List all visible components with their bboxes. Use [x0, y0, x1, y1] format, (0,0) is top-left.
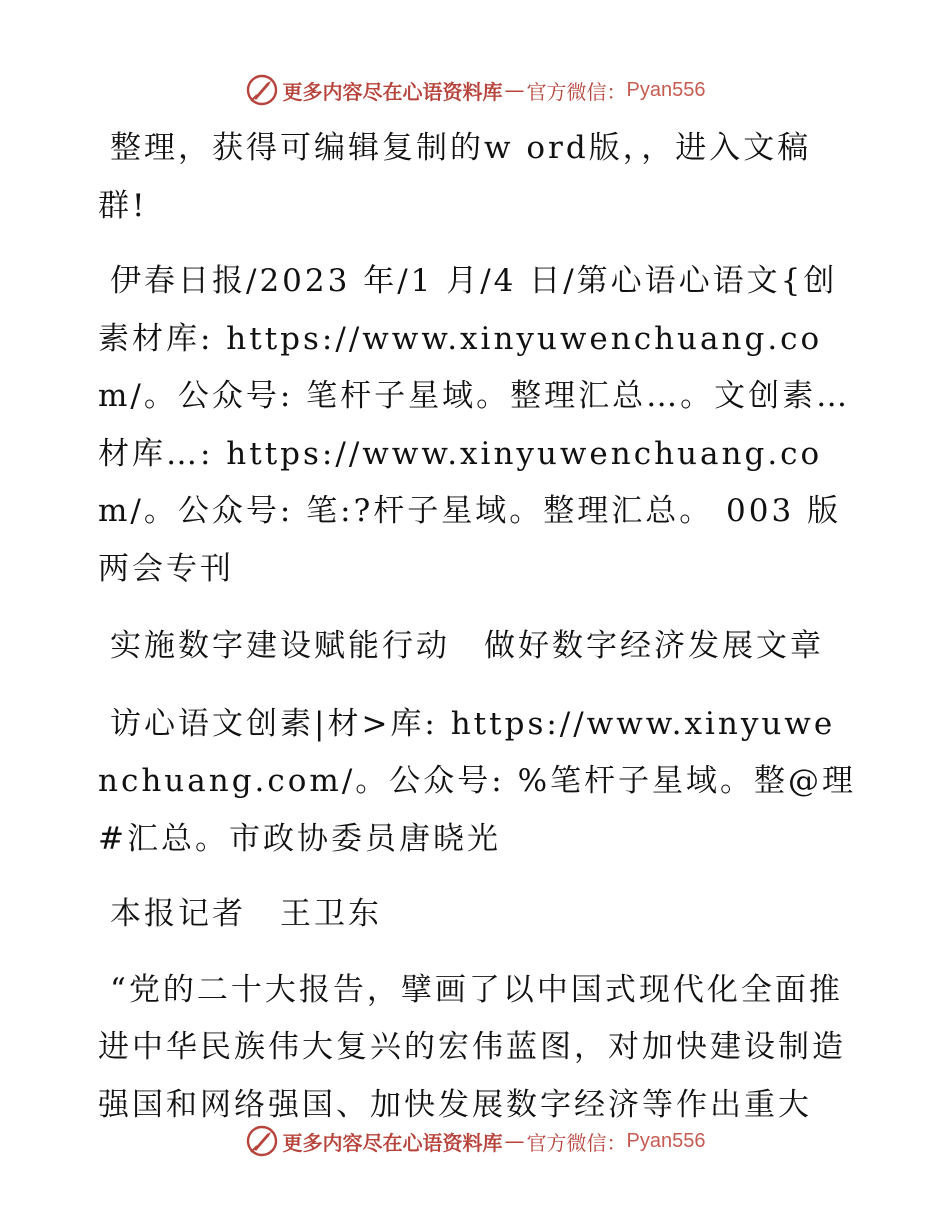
banner-brand-text: 更多内容尽在心语资料库	[282, 79, 503, 104]
interviewee-paragraph: 访心语文创素|材>库: https://www.xinyuwenchuang.com/。公众号: %笔杆子星域。整@理#汇总。市政协委员唐晓光	[98, 705, 857, 857]
document-body	[98, 120, 858, 1134]
quill-logo-icon	[245, 1124, 279, 1158]
footer-banner	[0, 1121, 950, 1161]
body-paragraph: “党的二十大报告，擘画了以中国式现代化全面推进中华民族伟大复兴的宏伟蓝图，对加快建设制造强国和网络强国、加快发展数字经济等作出重大	[98, 971, 846, 1123]
source-paragraph: 伊春日报/2023 年/1 月/4 日/第心语心语文{创素材库: https://www.xinyuwenchuang.com/。公众号: 笔杆子星域。整理汇总…。文创素…材库…: https://www.xinyuwenchuang.com/。公众号: 笔:?杆子星域。整理汇总。 003 版两会专刊	[98, 263, 851, 587]
reporter-byline: 本报记者 王卫东	[110, 896, 382, 932]
banner-wechat-id: Pyan556	[626, 78, 706, 101]
banner-dash: —	[504, 78, 525, 102]
banner-wechat-label: 官方微信：	[526, 79, 627, 104]
article-title: 实施数字建设赋能行动 做好数字经济发展文章	[110, 628, 824, 664]
banner-dash: —	[504, 1129, 525, 1153]
banner-wechat-label: 官方微信：	[526, 1130, 627, 1155]
intro-paragraph: 整理，获得可编辑复制的w ord版，，进入文稿群!	[98, 130, 812, 224]
quill-logo-icon	[245, 73, 279, 107]
banner-wechat-id: Pyan556	[626, 1129, 706, 1152]
banner-brand-text: 更多内容尽在心语资料库	[282, 1130, 503, 1155]
header-banner	[0, 70, 950, 110]
